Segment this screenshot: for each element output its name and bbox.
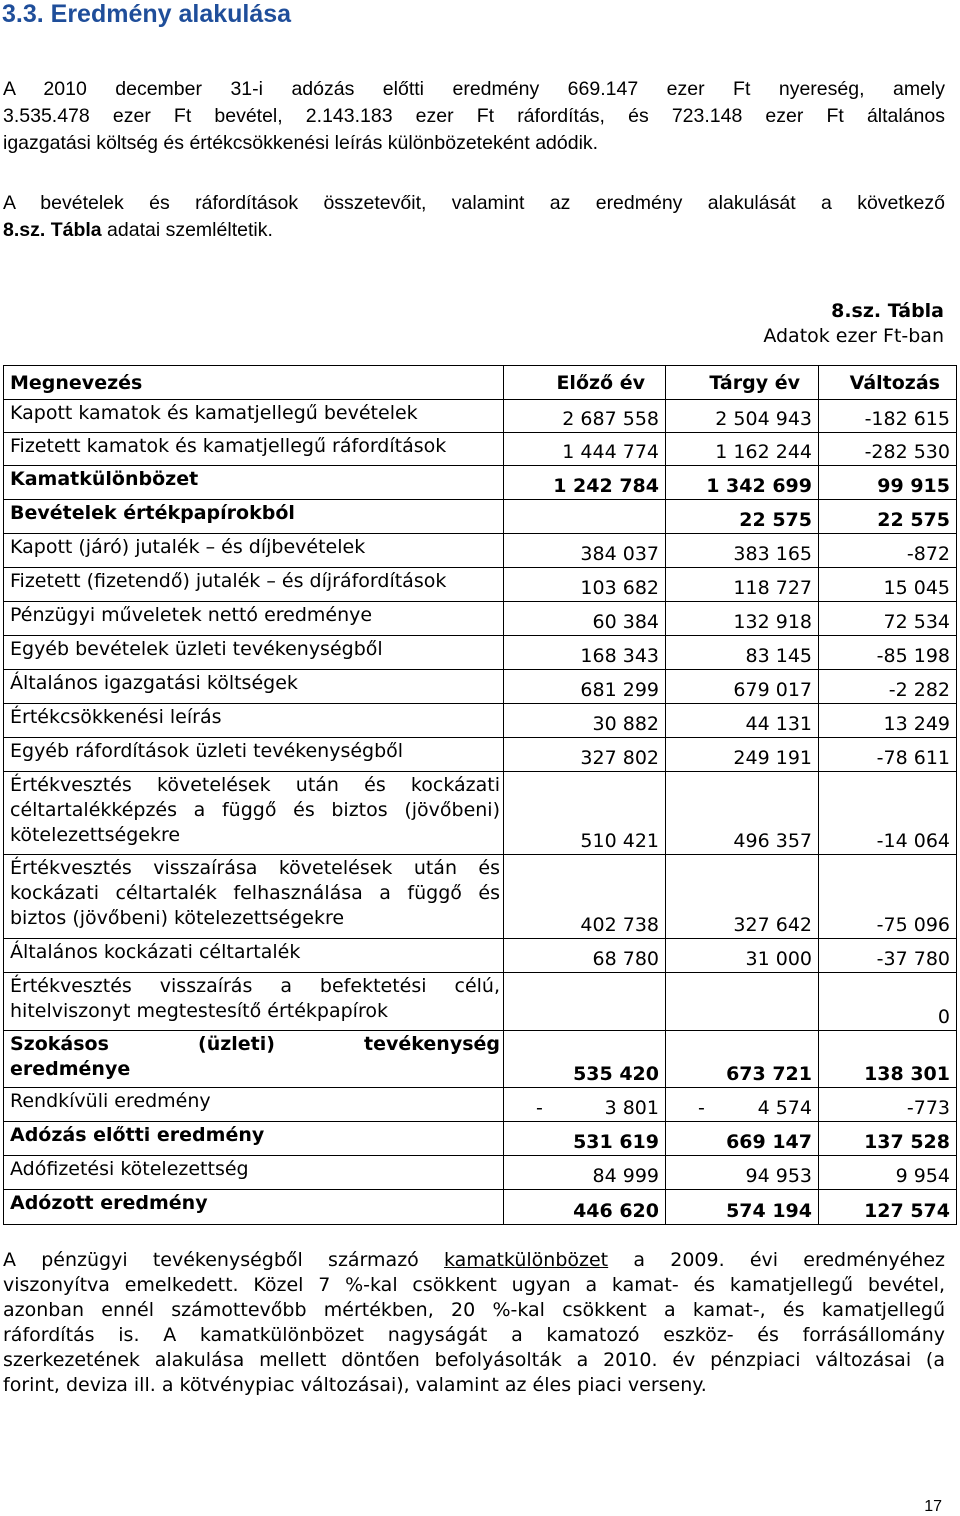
row-label-line: biztos (jövőbeni) kötelezettségekre [10,907,345,929]
row-label [4,400,504,433]
table-row [4,1190,957,1225]
table-row [4,568,957,602]
change-value: -773 [819,1088,957,1122]
row-label-line: Kamatkülönbözet [10,468,199,490]
change-value: -75 096 [819,855,957,939]
previous-year-value: 1 242 784 [504,466,666,500]
text-line [3,217,945,244]
row-label-line: Pénzügyi műveletek nettó eredménye [10,604,373,626]
row-label-line: kötelezettségekre [10,824,181,846]
table-reference: 8.sz. Tábla [3,219,102,241]
previous-year-value: 84 999 [504,1156,666,1190]
row-label [4,636,504,670]
text-line: forint, deviza ill. a kötvénypiac változásai), valamint az éles piaci verseny. [3,1374,707,1396]
closing-paragraph [3,1248,945,1398]
change-value: 72 534 [819,602,957,636]
previous-year-value: 1 444 774 [504,433,666,466]
table-row [4,1031,957,1088]
row-label [4,939,504,973]
change-value: 138 301 [819,1031,957,1088]
row-label [4,1031,504,1088]
previous-year-value: 68 780 [504,939,666,973]
text-line: 3.535.478 ezer Ft bevétel, 2.143.183 ezer Ft ráfordítás, és 723.148 ezer Ft általános [3,105,945,127]
previous-year-value: 535 420 [504,1031,666,1088]
previous-year-value: 446 620 [504,1190,666,1225]
table-header-row [4,366,957,400]
previous-year-value: 681 299 [504,670,666,704]
row-label [4,466,504,500]
row-label [4,1088,504,1122]
table-row [4,855,957,939]
row-label [4,772,504,855]
intro-paragraph [3,76,945,157]
current-year-value: 83 145 [666,636,819,670]
table-row [4,400,957,433]
text-line: szerkezetének alakulása mellett döntően befolyásolták a 2010. év pénzpiaci változásai (a [3,1349,945,1371]
text-fragment: a 2009. évi eredményéhez [608,1249,945,1271]
row-label [4,1156,504,1190]
current-year-value: 44 131 [666,704,819,738]
change-value: -37 780 [819,939,957,973]
current-year-value: 118 727 [666,568,819,602]
kamatkulonbozet-link[interactable]: kamatkülönbözet [444,1249,609,1271]
text-line: igazgatási költség és értékcsökkenési leírás különbözeteként adódik. [3,132,599,154]
table-row [4,704,957,738]
value: 4 574 [757,1097,812,1119]
change-value: -2 282 [819,670,957,704]
row-label-line: Általános kockázati céltartalék [10,941,301,963]
table-unit-note: Adatok ezer Ft-ban [763,325,944,347]
current-year-value: 1 342 699 [666,466,819,500]
table-row [4,670,957,704]
current-year-value: 669 147 [666,1122,819,1156]
row-label-line: Kapott kamatok és kamatjellegű bevételek [10,402,418,424]
row-label-line: Egyéb bevételek üzleti tevékenységből [10,638,383,660]
table-row [4,500,957,534]
table-row [4,738,957,772]
change-value: 13 249 [819,704,957,738]
row-label-line: Egyéb ráfordítások üzleti tevékenységből [10,740,404,762]
change-value: 137 528 [819,1122,957,1156]
row-label-line: eredménye [10,1058,131,1080]
value: 3 801 [604,1097,659,1119]
current-year-value: 31 000 [666,939,819,973]
previous-year-value [504,973,666,1031]
row-label [4,568,504,602]
row-label-line: céltartalékképzés a függő és biztos (jövőbeni) [10,799,500,821]
row-label [4,1190,504,1225]
change-value: 99 915 [819,466,957,500]
table-row [4,1156,957,1190]
current-year-value: 679 017 [666,670,819,704]
section-heading: 3.3. Eredmény alakulása [2,0,292,28]
row-label-line: Bevételek értékpapírokból [10,502,295,524]
current-year-value [666,973,819,1031]
table-row [4,973,957,1031]
current-year-value: 249 191 [666,738,819,772]
row-label-line: Fizetett kamatok és kamatjellegű ráfordítások [10,435,447,457]
current-year-value: 1 162 244 [666,433,819,466]
row-label-line: kockázati céltartalék felhasználása a függő és [10,882,500,904]
table-row [4,1088,957,1122]
table-row [4,466,957,500]
text-fragment: adatai szemléltetik. [101,219,273,241]
change-value: 9 954 [819,1156,957,1190]
row-label-line: Értékvesztés visszaírása követelések után és [10,857,500,879]
previous-year-value [504,500,666,534]
row-label [4,602,504,636]
previous-year-value: 103 682 [504,568,666,602]
row-label-line: Értékvesztés visszaírás a befektetési célú, [10,975,500,997]
change-value: -14 064 [819,772,957,855]
text-line: ráfordítás is. A kamatkülönbözet nagyságát a kamatozó eszköz- és forrásállomány [3,1324,945,1346]
text-line: azonban ennél számottevőbb mértékben, 20 %-kal csökkent a kamat-, és kamatjellegű [3,1299,945,1321]
row-label-line: Adófizetési kötelezettség [10,1158,249,1180]
sign: - [536,1097,543,1119]
change-value: 15 045 [819,568,957,602]
previous-year-value: 30 882 [504,704,666,738]
current-year-value: 22 575 [666,500,819,534]
previous-year-value: 510 421 [504,772,666,855]
current-year-value: 673 721 [666,1031,819,1088]
column-header-change: Változás [819,366,957,400]
change-value: 127 574 [819,1190,957,1225]
previous-year-value: 168 343 [504,636,666,670]
financial-table [3,365,957,1225]
current-year-value: 132 918 [666,602,819,636]
change-value: 22 575 [819,500,957,534]
row-label-line: Adózás előtti eredmény [10,1124,265,1146]
text-line: A bevételek és ráfordítások összetevőit, valamint az eredmény alakulását a következő [3,192,945,214]
change-value: -78 611 [819,738,957,772]
row-label-line: Értékcsökkenési leírás [10,706,222,728]
current-year-value: 574 194 [666,1190,819,1225]
text-fragment: A pénzügyi tevékenységből származó [3,1249,445,1271]
change-value: -872 [819,534,957,568]
current-year-value: 383 165 [666,534,819,568]
current-year-value [666,1088,819,1122]
row-label-line: Rendkívüli eredmény [10,1090,211,1112]
column-header-previous-year: Előző év [504,366,666,400]
row-label [4,670,504,704]
previous-year-value: 531 619 [504,1122,666,1156]
row-label [4,433,504,466]
row-label-line: Értékvesztés követelések után és kockázati [10,774,500,796]
change-value: 0 [819,973,957,1031]
row-label [4,1122,504,1156]
table-row [4,534,957,568]
table-row [4,636,957,670]
current-year-value: 94 953 [666,1156,819,1190]
column-header-name: Megnevezés [4,366,504,400]
row-label [4,534,504,568]
change-value: -282 530 [819,433,957,466]
previous-year-value: 2 687 558 [504,400,666,433]
row-label-line: Adózott eredmény [10,1192,208,1214]
table-row [4,772,957,855]
text-line: A 2010 december 31-i adózás előtti eredmény 669.147 ezer Ft nyereség, amely [3,78,945,100]
text-line: viszonyítva emelkedett. Közel 7 %-kal csökkent ugyan a kamat- és kamatjellegű bevétel, [3,1274,945,1296]
row-label-line: Általános igazgatási költségek [10,672,298,694]
change-value: -182 615 [819,400,957,433]
text-line [3,1248,945,1273]
current-year-value: 2 504 943 [666,400,819,433]
row-label [4,500,504,534]
table-title: 8.sz. Tábla [831,300,944,322]
row-label-line: Szokásos (üzleti) tevékenység [10,1033,500,1055]
table-row [4,602,957,636]
page-number: 17 [924,1498,942,1515]
row-label [4,855,504,939]
table-row [4,433,957,466]
row-label [4,973,504,1031]
row-label [4,738,504,772]
previous-year-value: 60 384 [504,602,666,636]
row-label-line: hitelviszonyt megtestesítő értékpapírok [10,1000,388,1022]
table-row [4,1122,957,1156]
previous-year-value [504,1088,666,1122]
previous-year-value: 402 738 [504,855,666,939]
row-label-line: Fizetett (fizetendő) jutalék – és díjráfordítások [10,570,447,592]
previous-year-value: 327 802 [504,738,666,772]
column-header-current-year: Tárgy év [666,366,819,400]
row-label [4,704,504,738]
change-value: -85 198 [819,636,957,670]
row-label-line: Kapott (járó) jutalék – és díjbevételek [10,536,366,558]
sign: - [698,1097,705,1119]
previous-year-value: 384 037 [504,534,666,568]
current-year-value: 327 642 [666,855,819,939]
current-year-value: 496 357 [666,772,819,855]
table-row [4,939,957,973]
reference-paragraph [3,190,945,244]
